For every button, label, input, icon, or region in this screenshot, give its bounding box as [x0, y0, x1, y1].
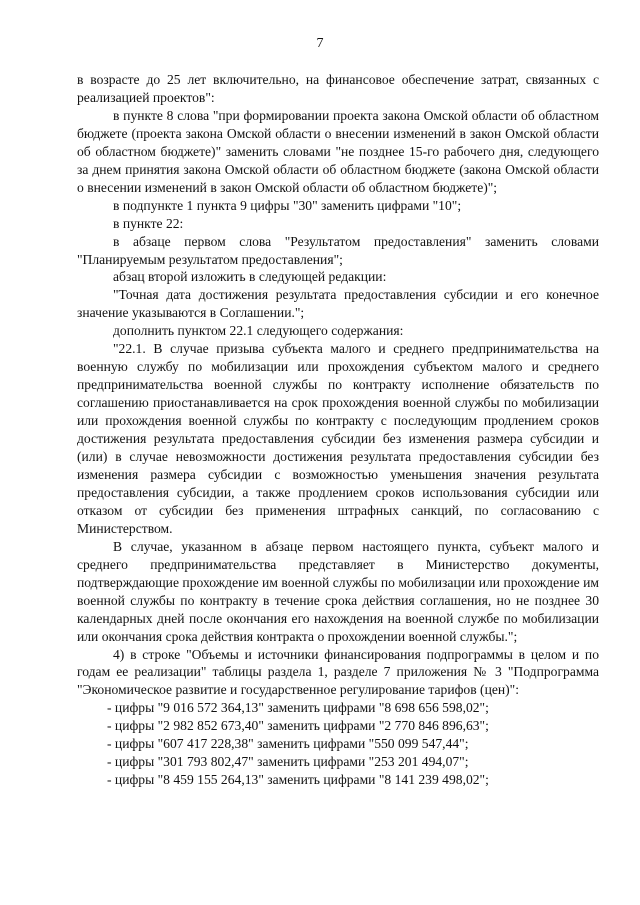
- paragraph-point-8: в пункте 8 слова "при формировании проекта закона Омской области об областном бюджете (проекта закона Омской области о внесении изменений в закон Омской области об областном бюджете)" заменить словами "не позднее 15-го рабочего дня, следующего за днем принятия закона Омской области об областном бюджете (закона Омской области о внесении изменений в закон Омской области об областном бюджете)";: [77, 107, 599, 195]
- paragraph-point-22-second-intro: абзац второй изложить в следующей редакции:: [113, 269, 387, 285]
- paragraph-intro-continuation: в возрасте до 25 лет включительно, на финансовое обеспечение затрат, связанных с реализацией проектов":: [77, 72, 599, 105]
- paragraph-point-22-header: в пункте 22:: [113, 215, 184, 231]
- paragraph-item-4: 4) в строке "Объемы и источники финансирования подпрограммы в целом и по годам ее реализации" таблицы раздела 1, разделе 7 приложения № 3 "Подпрограмма "Экономическое развитие и государственное регулирование тарифов (цен)":: [77, 646, 599, 698]
- paragraph-point-9: в подпункте 1 пункта 9 цифры "30" заменить цифрами "10";: [113, 197, 462, 213]
- paragraph-point-22-second-text: "Точная дата достижения результата предоставления субсидии и его конечное значение указываются в Соглашении.";: [77, 287, 599, 321]
- list-item: - цифры "607 417 228,38" заменить цифрами "550 099 547,44";: [107, 736, 469, 752]
- page-number: 7: [316, 36, 324, 51]
- paragraph-point-22-first: в абзаце первом слова "Результатом предоставления" заменить словами "Планируемым результатом предоставления";: [77, 233, 599, 267]
- document-body: [77, 71, 599, 789]
- list-item: - цифры "8 459 155 264,13" заменить цифрами "8 141 239 498,02";: [107, 772, 489, 788]
- list-item: - цифры "9 016 572 364,13" заменить цифрами "8 698 656 598,02";: [107, 700, 489, 716]
- list-item: - цифры "301 793 802,47" заменить цифрами "253 201 494,07";: [107, 754, 469, 770]
- paragraph-point-22-1-text: "22.1. В случае призыва субъекта малого и среднего предпринимательства на военную службу по мобилизации или прохождения субъектом малого и среднего предпринимательства военной службы по контракту исполнение обязательств по соглашению приостанавливается на срок прохождения военной службы по мобилизации или прохождения военной службы по контракту с последующим продлением сроков достижения результата предоставления субсидии без изменения размера субсидии и (или) в случае невозможности достижения результата предоставления субсидии без изменения размера субсидии с возможностью уменьшения значения результата предоставления субсидии, а также продлением сроков использования субсидии или отказом от субсидии без применения штрафных санкций, по согласованию с Министерством.: [77, 341, 599, 536]
- paragraph-point-22-1-second: В случае, указанном в абзаце первом настоящего пункта, субъект малого и среднего предпринимательства представляет в Министерство документы, подтверждающие прохождение им военной службы по мобилизации или прохождение им военной службы по контракту в течение срока действия соглашения, но не позднее 30 календарных дней после окончания его нахождения на военной службе по мобилизации или окончания срока действия контракта о прохождении военной службы.";: [77, 538, 599, 644]
- list-item: - цифры "2 982 852 673,40" заменить цифрами "2 770 846 896,63";: [107, 718, 489, 734]
- paragraph-point-22-1-intro: дополнить пунктом 22.1 следующего содержания:: [113, 323, 404, 339]
